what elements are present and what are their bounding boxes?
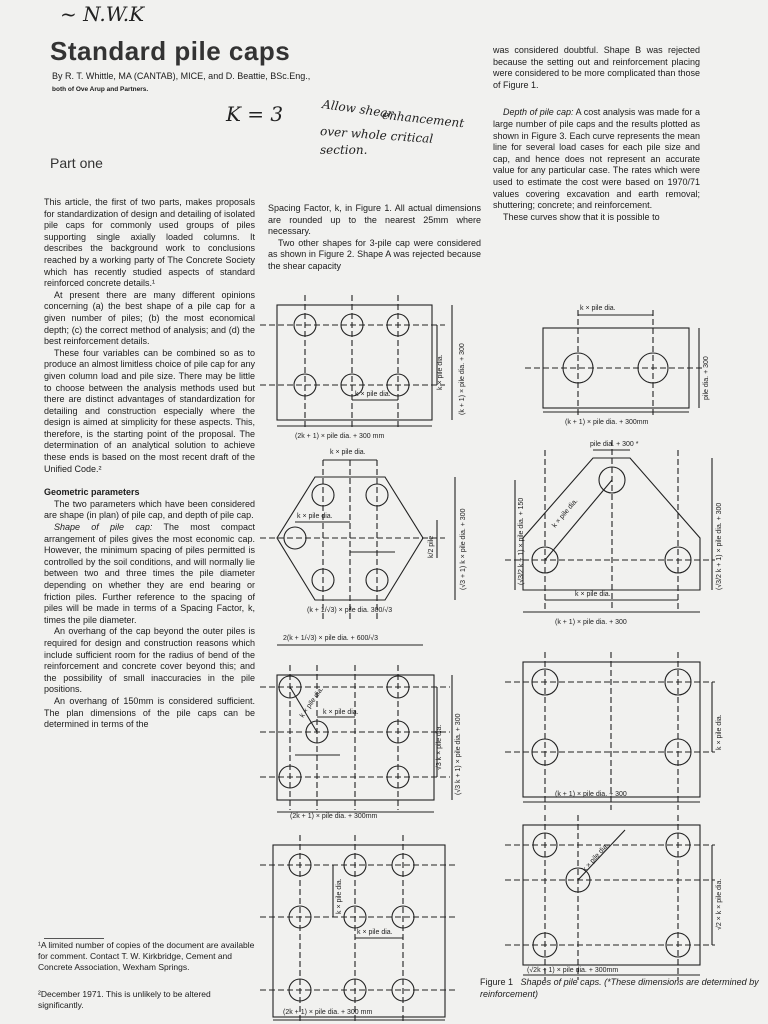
paragraph: This article, the first of two parts, makes proposals for standardization of design and detailing of isolated pile caps for commonly used groups of piles supporting single axially loaded columns. It describes the background work to conclusions reached by a working party of The Concrete Society which has recently studied aspects of standard reinforced concrete details.¹ [44,197,255,289]
dim-label: (√3/2 k + 1) × pile dia. + 150 [518,497,525,585]
dim-label: (k + 1) × pile dia. + 300mm [565,419,649,426]
subheading-shape: Shape of pile cap: [54,522,153,533]
column-1 [44,197,255,731]
paragraph-text: A cost analysis was made for a large number of pile caps and the results plotted as shown in Figure 3. Each curve represents the mean line for several load cases for each pile size and cap, and hence does not represent an accurate value for any particular case. The rates which were used to estimate the cost were based on 1970/71 values covering excavation and earth removal; shuttering; concrete; and reinforcement. [493,107,701,211]
footnote-1: ¹A limited number of copies of the document are available for comment. Contact T. W. Kirkbridge, Cement and Concrete Association, Wexham Springs. [38,940,255,972]
dim-label: k × pile dia. [355,391,391,398]
part-heading: Part one [50,155,103,171]
dim-label: k/2 pile [428,535,435,558]
figure-1-drawings [255,290,768,1024]
paragraph: was considered doubtful. Shape B was rejected because the setting out and reinforcement placing were considered to be more complicated than those of Figure 1. [493,45,700,90]
handwritten-note-line3: over whole critical [319,124,434,146]
dim-label: k × pile dia. [575,591,611,598]
dim-label: pile dia. + 300 [703,356,710,400]
paragraph: The two parameters which have been considered are shape (in plan) of pile cap, and depth of pile cap. [44,498,255,521]
dim-label: (√3 + 1) k × pile dia. + 300 [460,508,467,590]
cap-4-pile-square [260,295,452,430]
dim-label: (k + 1) × pile dia. + 300 [459,343,466,415]
subheading-depth: Depth of pile cap: [503,107,574,118]
paragraph: These curves show that it is possible to [503,211,660,222]
dim-label: k × pile dia. [716,714,723,750]
dim-label: (k + 1) × pile dia. + 300 [555,791,627,798]
dim-label: k × pile dia. [580,305,616,312]
article-byline: By R. T. Whittle, MA (CANTAB), MICE, and D. Beattie, BSc.Eng., [52,71,311,81]
paragraph: Two other shapes for 3-pile cap were considered as shown in Figure 2. Shape A was rejected because the shear capacity [268,237,481,271]
dim-label: k × pile dia. [297,513,333,520]
handwritten-k-value: K = 3 [226,102,284,126]
cap-5-pile [260,665,452,812]
article-title: Standard pile caps [50,36,291,66]
article-affiliation: both of Ove Arup and Partners. [52,86,149,93]
dim-label: √3 k × pile dia. [436,724,443,770]
cap-triangular-3-pile [505,440,715,612]
dim-label: k × pile dia. [298,685,326,720]
dim-label: (2k + 1) × pile dia. + 300 mm [295,433,385,440]
paragraph: These four variables can be combined so as to produce an almost limitless choice of pile cap for any given column load and pile size. There may be little to choose between the analysis methods used but there are distinct advantages of standardization for detailing and construction especially where the design is aimed at simplicity for these aspects. This, therefore, is the starting point of the proposal. The determination of an analytical solution to achieve these ends is based on the most recent draft of the Unified Code.² [44,347,255,474]
dim-label: √2 × k × pile dia. [716,878,723,930]
paragraph-text: The most compact arrangement of piles gives the most economic cap. However, the minimum spacing of piles permitted is controlled by the soil conditions, and will normally lie between two and three times the pile diameter depending on whether they are end bearing or friction piles. Further reference to the spacing of piles will be made in terms of a Spacing Factor, k, times the pile diameter. [44,522,255,625]
figure-caption [480,976,760,1000]
column-3 [493,45,700,223]
paragraph: Spacing Factor, k, in Figure 1. All actual dimensions are rounded up to the nearest 25mm where necessary. [268,203,481,237]
paragraph: An overhang of the cap beyond the outer piles is required for design and construction reasons which include sufficient room for the radius of bend of the reinforcement and concrete cover beyond this; and the possibility of small inaccuracies in the pile positions. [44,626,255,695]
paragraph: At present there are many different opinions concerning (a) the best shape of a pile cap for a given number of piles; (b) the most economical depth; (c) the correct method of analysis; and (d) the best reinforcement details. [44,289,255,347]
dim-label: (2k + 1) × pile dia. + 300mm [290,813,378,820]
dim-label: k × pile dia. [437,354,444,390]
paragraph [44,522,255,626]
dim-label: pile dia. + 300 * [590,441,639,448]
column-2 [268,203,481,273]
dim-label: k × pile dia. [551,497,580,530]
dim-label: (k + 1) × pile dia. + 300 [555,619,627,626]
cap-4-pile [505,652,715,810]
dim-label: k × pile dia. [357,929,393,936]
section-heading-geometric: Geometric parameters [44,487,140,498]
dim-label: (k + 1/√3) × pile dia. 300/√3 [307,607,393,614]
handwritten-note-line4: section. [320,143,368,157]
handwritten-note-line2: enhancement [381,107,465,131]
footnote-rule [44,938,104,939]
figure-label: Figure 1 [480,977,514,987]
dim-label: (2k + 1) × pile dia. + 300 mm [283,1009,373,1016]
dim-label: (√2k + 1) × pile dia. + 300mm [527,967,619,974]
paragraph [493,107,700,211]
dim-label: k × pile dia. [330,449,366,456]
cap-4-pile-diagonal [505,815,715,980]
dim-label: k × pile dia. [581,842,611,874]
handwritten-initials: ~ N.W.K [60,2,145,26]
cap-2-pile [525,310,705,418]
dim-label: 2(k + 1/√3) × pile dia. + 600/√3 [283,635,379,642]
paragraph: An overhang of 150mm is considered sufficient. The plan dimensions of the pile caps can be determined in terms of the [44,695,255,730]
figure-caption-text: Shapes of pile caps. (*These dimensions are determined by reinforcement) [480,977,759,999]
cap-hexagonal [260,460,455,645]
dim-label: (√3 k + 1) × pile dia. + 300 [455,713,462,795]
handwritten-note-line1: Allow shear [321,97,395,121]
dim-label: (√3/2 k + 1) × pile dia. + 300 [716,502,723,590]
dim-label: k × pile dia. [323,709,359,716]
dim-label: k × pile dia. [336,878,343,914]
footnote-2: ²December 1971. This is unlikely to be altered significantly. [38,989,211,1010]
